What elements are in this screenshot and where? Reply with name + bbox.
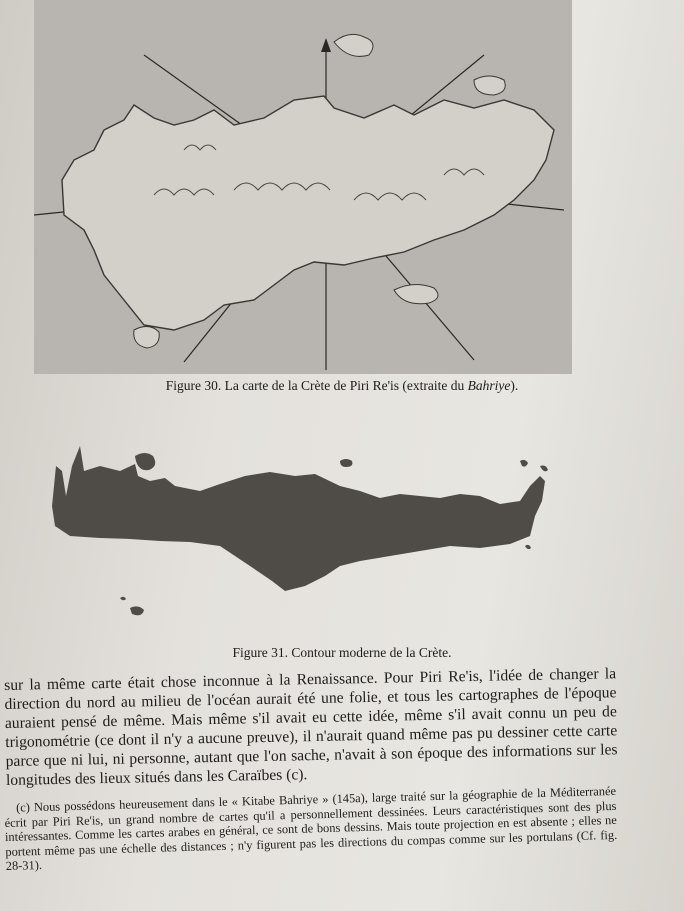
footnote (4, 784, 618, 874)
piri-reis-crete-map (34, 0, 572, 374)
caption-italic-title: Bahriye (467, 378, 511, 393)
figure-31-caption: Figure 31. Contour moderne de la Crète. (232, 645, 452, 660)
caption-text: Figure 30. La carte de la Crète de Piri Re'is (extraite du (165, 378, 468, 393)
modern-crete-outline (40, 436, 580, 621)
caption-suffix: ). (510, 378, 519, 393)
figure-30-caption (0, 378, 684, 394)
body-paragraph (4, 664, 618, 790)
body-paragraph-text: sur la même carte était chose inconnue à la Renaissance. Pour Piri Re'is, l'idée de changer la direction du nord au milieu de l'océan aurait été une folie, et tous les cartographes de l'époque auraient pensé de même. Mais même s'il avait eu cette idée, même s'il avait connu un peu de trigonométrie (ce dont il n'y a aucune preuve), il n'aurait quand même pas pu dessiner cette carte parce que ni lui, ni personne, autant que l'on sache, n'avait à son époque des informations sur les longitudes des lieux situés dans les Caraïbes (c). (4, 665, 618, 789)
footnote-text: (c) Nous possédons heureusement dans le « Kitabe Bahriye » (145a), large traité sur la géographie de la Méditerranée écrit par Piri Re'is, un grand nombre de cartes qu'il a personnellement dessinées. Leurs caractéristiques sont des plus intéressantes. Comme les cartes arabes en général, ce sont de bons dessins. Mais toute projection en est absente ; elles ne portent même pas une échelle des distances ; n'y figurent pas les directions du compas comme sur les portulans (Cf. fig. 28-31). (4, 783, 618, 874)
